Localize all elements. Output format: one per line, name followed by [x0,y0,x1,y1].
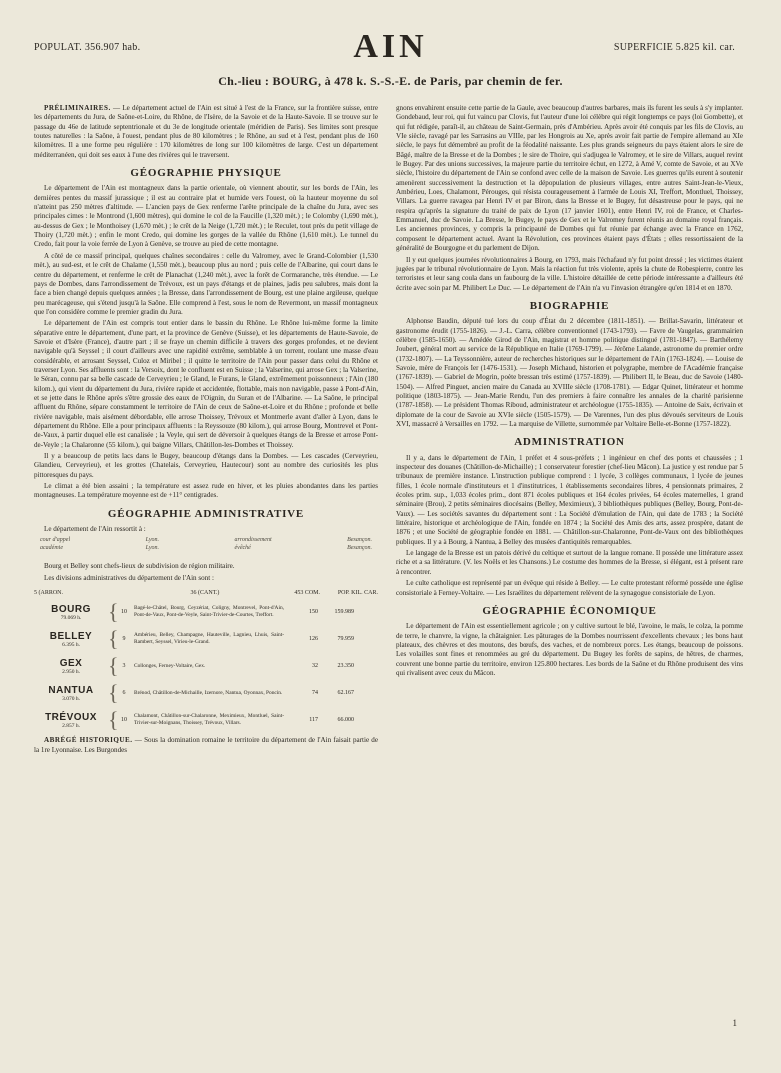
canton-count: 10 [121,608,127,615]
arrondissement-row [34,601,378,623]
canton-count: 9 [122,635,126,642]
arrondissement-name-cell [34,685,108,702]
arrondissement-row [34,655,378,677]
commune-count: 32 [312,662,318,669]
canton-list: Chalamont, Châtillon-sur-Chalaronne, Meximieux, Montluel, Saint-Trivier-sur-Moignans, Thoissey, Trévoux, Villars. [134,713,284,727]
abrege-historique-paragraph [34,736,378,755]
population-value: 159.989 [334,608,354,615]
canton-list: Ambérieu, Belley, Champagne, Hauteville, Lagnieu, Lhuis, Saint-Rambert, Seyssel, Virieu-le-Grand. [134,632,284,646]
superficie-header: SUPERFICIE 5.825 kil. car. [613,42,735,53]
arrondissement-name-cell [34,631,108,648]
jurisdiction-keys-right [235,536,272,552]
arrondissement-hab: 6.395 h. [62,641,80,648]
arrondissement-hab: 2.857 h. [62,722,80,729]
arrondissement-name-cell [34,712,108,729]
commune-count: 150 [309,608,318,615]
arrondissement-row [34,709,378,731]
geo-physique-paragraph-5: Le climat a été bien assaini ; la température est assez rude en hiver, et les pluies abondantes dans les parties montagneuses. La température moyenne est de +11° centigrades. [34,482,378,500]
header-pop-area: POP. KIL. CAR. [337,590,378,597]
geographie-physique-heading: GÉOGRAPHIE PHYSIQUE [130,167,282,180]
canton-list: Bagé-le-Châtel, Bourg, Ceyzériat, Coligny, Montrevel, Pont-d'Ain, Pont-de-Vaux, Pont-de-Veyle, Saint-Trivier-de-Courtes, Treffort. [134,605,284,619]
administration-paragraph-1: Il y a, dans le département de l'Ain, 1 préfet et 4 sous-préfets ; 1 ingénieur en chef des ponts et chaussées ; 1 inspecteur des douanes (Châtillon-de-Michaille) ; 1 conservateur forestier (chef-lieu Mâcon). La justice y est rendue par 5 tribunaux de première instance. L'instruction publique comprend : 1 lycée, 3 collèges communaux, 1 lycée de jeunes filles, 1 école normale d'instituteurs et 1 d'institutrices, 1 établissements secondaires libres, 4 pensionnats primaires, 2 écoles prim. sup., 1,033 écoles prim., dont 871 écoles publiques et 164 écoles privées, 64 écoles maternelles, 1 grand séminaire (Brou), 2 petits séminaires diocésains (Belley, Meximieux), 3 bibliothèques publiques (Belley, Bourg, Pont-de-Vaux). — Les sociétés savantes du département sont : La Société d'émulation de l'Ain, qui date de 1783 ; la Société littéraire, historique et archéologique de l'Ain, fondée en 1874 ; la Société des Amis des arts, assez prospère, datant de 1876 ; et une Société de géographie fondée en 1881. — Châtillon-sur-Chalaronne, Pont-de-Vaux ont des bibliothèques publiques. Il y a à Bourg, à Nantua, à Belley des musées d'antiquités remarquables. [396,453,743,546]
geo-physique-paragraph-2: A côté de ce massif principal, quelques chaînes secondaires : celle du Valromey, avec le Grand-Colombier (1,530 mèt.), au sud-est, et le crêt de Chalame (1,550 mèt.), beaucoup plus au nord ; puis celle de l'Albarine, qui court dans le centre du département, et renferme le crêt de Planachat (1,240 mèt.), avec la forêt de Cormaranche, très étendue. — Le pays de Dombes, dans l'arrondissement de Trévoux, est un pays d'étangs et de plaines, jadis peu salubres, mais dont la face a bien changé depuis quelques années ; la Bresse, dans l'arrondissement de Bourg, est une plaine argileuse, quelque peu marécageuse, qui s'étend jusqu'à la Saône. Elle comprend à l'est, sous le nom de Revermont, un massif montagneux que l'on considère comme le premier gradin du Jura. [34,251,378,316]
page-number: 1 [732,1018,737,1028]
brace-icon: { [108,680,119,706]
arrondissement-row [34,682,378,704]
brace-icon: { [108,599,119,625]
arrondissement-hab: 3.070 h. [62,695,80,702]
administration-paragraph-3: Le culte catholique est représenté par un évêque qui réside à Belley. — Le culte protestant réformé possède une église consistoriale à Ferney-Voltaire. — Les Israélites du département relèvent de la synagogue consistoriale de Lyon. [396,579,743,597]
arrondissement-name: GEX [59,657,83,669]
abrege-lead: ABRÉGÉ HISTORIQUE. [44,736,133,745]
preliminaires-paragraph [34,104,378,160]
history-paragraph-2: Il y eut quelques journées révolutionnaires à Bourg, en 1793, mais l'échafaud n'y fut point dressé ; les victimes étaient jugées par le tribunal révolutionnaire de Lyon. Mais la réaction fut très violente, après la chute de Robespierre, contre les terroristes et leur sang coula dans un faubourg de la ville. L'histoire détaillée de cette période intéressante a d'ailleurs été écrite avec soin par M. Philibert Le Duc. — Le département de l'Ain n'a vu l'invasion étrangère qu'en 1814 et en 1870. [396,255,743,292]
page-title: AIN [353,28,428,65]
arrondissement-name: BELLEY [49,630,93,642]
jurisdiction-keys-left [40,536,70,552]
geo-physique-paragraph-3: Le département de l'Ain est compris tout entier dans le bassin du Rhône. Le Rhône lui-même forme la limite séparative entre le département, d'une part, et la province de Genève (Suisse), et les départements de Haute-Savoie, de Savoie et d'Isère (France), d'autre part ; il se fraye un chemin difficile à travers des gorges profondes, et ne devient navigable qu'à Seyssel ; il court d'ailleurs avec une rapidité extrême, semblable à un torrent, roulant une masse d'eau considérable, et arrosant Seyssel, Culoz et Miribel ; il quitte le territoire de l'Ain pour passer dans celui du Rhône et traverser Lyon. Ses affluents sont : la Versoix, dont le confluent est en Suisse ; la Valserine, qui arrose Gex ; la Valserine, le Séran, connu par sa belle cascade de Cerveyrieu ; le Gland, le Furans, le Gland, extrêmement poissonneux ; l'Ain (180 kilom.), qui vient du département du Jura, rivière rapide et accidentée, flottable, mais non navigable, passe à Pont-d'Ain, et se jette dans le Rhône après s'être grossie des eaux de l'Oignin, du Suran et de l'Albarine. — La Saône, le principal affluent du Rhône, sépare constamment le territoire de l'Ain de ceux de Saône-et-Loire et du Rhône ; profonde et belle rivière navigable, mais aisément débordable, elle arrose Thoissey, Trévoux et Montmerle avant d'aller à Lyon, dans le département du Rhône. Elle a pour principaux affluents : la Reyssouze (80 kilom.), qui arrose Bourg, Montrevel et Pont-de-Vaux, à partir duquel elle est canalisée ; la Veyle, qui sert de déversoir à quelques étangs de la Bresse et arrose Pont-de-Veyle ; la Chalaronne (55 kilom.), qui baigne Villars, Châtillon-les-Dombes et Thoissey. [34,319,378,449]
jurisdiction-item: arrondissement [234,537,272,544]
population-header: POPULAT. 356.907 hab. [34,42,141,53]
header-cantons: 36 (CANT.) [190,590,220,597]
jurisdiction-value: Besançon. [347,537,372,544]
preliminaires-lead: PRÉLIMINAIRES. [44,104,111,112]
administration-heading: ADMINISTRATION [514,436,625,449]
geographie-economique-heading: GÉOGRAPHIE ÉCONOMIQUE [482,604,657,617]
population-value: 66.000 [337,716,354,723]
brace-icon: { [108,626,119,652]
division-note: Les divisions administratives du département de l'Ain sont : [44,573,214,582]
administration-paragraph-2: Le langage de la Bresse est un patois dérivé du celtique et surtout de la langue romane. Il possède une littérature assez riche et a sa littérature. (V. les Noëls et les Chansons.) Le costume des hommes de la Bresse, si élégant, est à présent rare à rencontrer. [396,549,743,576]
geo-admin-intro: Le département de l'Ain ressortit à : [44,525,146,534]
commune-count: 74 [312,689,318,696]
geographie-administrative-heading: GÉOGRAPHIE ADMINISTRATIVE [107,507,305,520]
geo-physique-paragraph-1: Le département de l'Ain est montagneux dans la partie orientale, où viennent aboutir, sur les bords de l'Ain, les dernières pentes du massif jurassique ; il est au contraire plat et humide vers l'ouest, où la hauteur moyenne du sol n'atteint pas 250 mètres d'altitude. — L'ancien pays de Gex renferme l'arête principale de la chaîne du Jura, avec ses principales cimes : le Montrond (1,600 mètres), qui domine le col de la Faucille (1,320 mèt.) ; le Colomby (1,690 mèt.), au-dessus de Gex ; le Monthoisey (1,670 mèt.) ; le crêt de la Neige (1,720 mèt.) ; le Reculet, tout près du petit village de Thoiry (1,720 mèt.) ; enfin le mont Credo, qui domine les gorges de la vallée du Rhône (1,610 mèt.). Le tunnel du Credo, fait pour la voie ferrée de Lyon à Genève, se trouve au pied de cette montagne. [34,184,378,249]
jurisdiction-value: Besançon. [347,545,372,552]
jurisdiction-values-right [347,536,372,552]
arrondissement-row [34,628,378,650]
population-value: 23.350 [337,662,354,669]
header-communes: 453 COM. [294,590,320,597]
geo-physique-paragraph-4: Il y a beaucoup de petits lacs dans le Bugey, beaucoup d'étangs dans la Dombes. — Les cascades (Cerveyrieu, Glandieu, Cerveyrieu), et les grottes (Chatelais, Cerveyrieu, Hautecour) sont au nombre des curiosités les plus pittoresques du pays. [34,452,378,479]
biographie-heading: BIOGRAPHIE [529,299,610,312]
canton-count: 3 [122,662,126,669]
preliminaires-text: — Le département actuel de l'Ain est situé à l'est de la France, sur la frontière suisse, entre les départements du Jura, de Saône-et-Loire, du Rhône, de l'Isère, de la Savoie et de la Haute-Savoie. Il se trouve sur le passage du 46e de latitude septentrionale et du 3e de longitude orientale (méridien de Paris). Ses limites sont presque toutes naturelles : la Saône, à l'ouest, pendant plus de 80 kilomètres ; le Rhône, au sud et à l'est, pendant plus de 160 kilomètres. Il a une forme peu régulière : 170 kilomètres de long sur 100 kilomètres de large. C'est un département méditerranéen, qui doit ses eaux à l'une des rivières qui le traversent. [34,104,378,159]
arrondissement-hab: 2.950 h. [62,668,80,675]
arrondissement-name-cell [34,658,108,675]
left-column [34,104,378,757]
canton-list: Collonges, Ferney-Voltaire, Gex. [134,662,206,669]
biographie-paragraph: Alphonse Baudin, député tué lors du coup d'État du 2 décembre (1811-1851). — Brillat-Savarin, littérateur et gastronome érudit (1755-1826). — J.-L. Carra, célèbre conventionnel (1743-1793). — Favre de Vaugelas, grammairien célèbre (1585-1650). — Amédée Girod de l'Ain, magistrat et homme politique distingué (1781-1847). — Barthélemy Joubert, général mort au service de la République en Italie (1769-1799). — Jérôme Lalande, astronome du premier ordre (1732-1807). — La Teyssonnière, auteur de recherches historiques sur le département de l'Ain (1763-1824). — Louise de Savoie, mère de François Ier (1476-1531). — Joseph Michaud, historien et polygraphe, membre de l'Académie française (1767-1839). — Gabriel de Mogrin, poète bressan très estimé (1757-1839). — Philibert II, le Beau, duc de Savoie (1480-1504). — Alfred Pinguet, ancien maire du Canada au XVIIIe siècle (1708-1781). — Edgar Quinet, littérateur et homme politique (1803-1875). — Jean-Marie Rendu, l'un des premiers à faire connaître les annales de la charité parisienne (1787-1858). — Le président Thomas Riboud, administrateur et archéologue (1755-1835). — Antoine de Saix, écrivain et diplomate de la cour de Savoie au XVIe siècle (1505-1579). — De Varennes, l'un des plus dévoués serviteurs de Louis XVI, massacré à Versailles en 1792. — La marquise de Villette, surnommée par Voltaire Belle-et-Bonne (1757-1822). [396,317,743,428]
brace-icon: { [108,653,119,679]
jurisdiction-value: Lyon. [145,537,159,544]
jurisdiction-values-left [146,536,159,552]
right-column [396,104,743,680]
jurisdiction-item: académie [40,545,63,552]
arrondissement-name-cell [34,604,108,621]
history-paragraph-1: gnons envahirent ensuite cette partie de la Gaule, avec beaucoup d'autres barbares, mais ils furent les seuls à s'y implanter. Gondebaud, leur roi, qui fut vaincu par Clovis, fut l'auteur d'une loi célèbre qui régit longtemps ce pays (loi Gombette), et qui fut rédigée, paraît-il, au château de Saint-Germain, près d'Ambérieu. Après avoir été conquis par les fils de Clovis, au VIe siècle, ravagé par les Sarrasins au VIIIe, par les Hongrois au Xe, après avoir fait partie de l'empire allemand au XIe siècle, le pays fut démembré au profit de la féodalité naissante. Les plus grands seigneurs du pays étaient alors le sire de Bâgé, maître de la Bresse et de la Dombes ; le sire de Thoire, qui s'adjugea le Valromey, et le sire de Villars, auquel revint le Bugey. Par des unions successives, la majeure partie du territoire échut, en 1272, à Amé V, comte de Savoie, et au XVe siècle, l'histoire du département de l'Ain se confond avec celle de la maison de Savoie. Les guerres qu'ils eurent à soutenir amenèrent successivement la destruction et la dépopulation de plusieurs villages, entre autres Saint-Jean-le-Vieux, Ambérieu, Loes, Chalamont, Pérouges, qui résista courageusement à l'armée de Louis XI, Treffort, Montluel, Thoissey, Villars. La guerre ravagea par Henri IV et par Biron, dans la Bresse et le Bugey, fut désastreuse pour le pays, qui ne respira qu'après la signature du traité de paix de Lyon (17 janvier 1601), entre Henri IV, roi de France, et Charles-Emmanuel, duc de Savoie. La Bresse, le Bugey, le pays de Gex et le Valromey furent réunis au domaine royal français. Les anciennes provinces, y compris la principauté de Dombes qui fut réunie par échange avec la France en 1762, composent le département actuel. Avant la Révolution, ces provinces étaient pays d'États ; elles ressortissaient de la généralité de Bourgogne et du parlement de Dijon. [396,104,743,253]
economique-paragraph-1: Le département de l'Ain est essentiellement agricole ; on y cultive surtout le blé, l'avoine, le maïs, le colza, la pomme de terre, le chanvre, la vigne, la châtaignier. Les pâturages de la Dombes nourrissent d'excellents chevaux ; les bons haut plateaux, des chèvres et des moutons, des bœufs, des vaches, et de nombreux porcs. Les étangs, beaucoup de poissons. Les volailles sont fines et renommées au gré du département. Du Bugey les forêts de sapins, de hêtres, de charmes, couvrent une bonne partie du territoire, environ 125.800 hectares. Les bords de la Saône et du Rhône produisent des vins qui rivalisent avec ceux du Mâcon. [396,622,743,677]
header-arrondissements: 5 (ARRON. [34,590,64,597]
abrege-text: — Sous la domination romaine le territoire du département de l'Ain faisait partie de la 1re Lyonnaise. Les Burgondes [34,736,379,754]
division-table-header [34,589,378,598]
jurisdiction-list [40,536,372,552]
jurisdiction-item: cour d'appel [40,537,71,544]
brace-icon: { [108,707,119,733]
chef-lieu-subtitle: Ch.-lieu : BOURG, à 478 k. S.-S.-E. de Paris, par chemin de fer. [218,74,563,88]
jurisdiction-value: Lyon. [145,545,159,552]
commune-count: 117 [309,716,318,723]
canton-count: 6 [122,689,126,696]
population-value: 62.167 [337,689,354,696]
military-note: Bourg et Belley sont chefs-lieux de subdivision de région militaire. [44,562,235,571]
arrondissement-name: TRÉVOUX [45,711,97,723]
jurisdiction-item: évêché [234,545,251,552]
commune-count: 126 [309,635,318,642]
population-value: 79.959 [337,635,354,642]
arrondissement-hab: 79.069 h. [60,614,82,621]
canton-count: 10 [121,716,127,723]
arrondissement-name: NANTUA [48,684,94,696]
arrondissement-name: BOURG [51,603,91,615]
canton-list: Brénod, Châtillon-de-Michaille, Izernore, Nantua, Oyonnax, Poncin. [134,689,283,696]
